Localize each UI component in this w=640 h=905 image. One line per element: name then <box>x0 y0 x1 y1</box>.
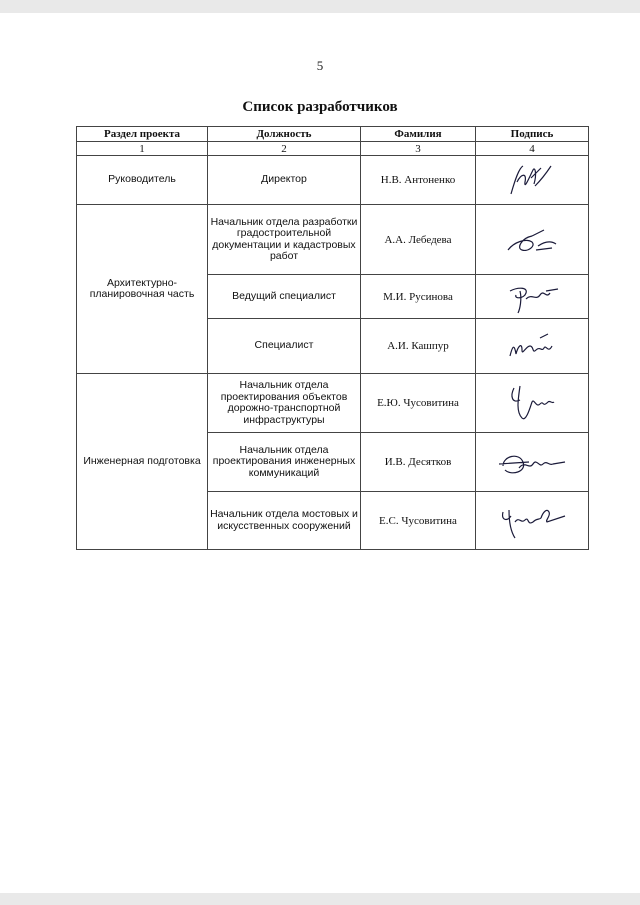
signature-chusovitina-ey <box>492 378 572 428</box>
signature-cell <box>476 275 589 319</box>
header-position: Должность <box>208 127 361 142</box>
signature-antonenko <box>497 160 567 200</box>
name-cell: И.В. Десятков <box>361 433 476 492</box>
signature-cell <box>476 433 589 492</box>
table-row <box>77 374 589 433</box>
index-cell: 3 <box>361 142 476 156</box>
document-page <box>0 13 640 893</box>
signature-cell <box>476 374 589 433</box>
section-cell: Инженерная подготовка <box>77 374 208 550</box>
signature-cell <box>476 319 589 374</box>
header-section: Раздел проекта <box>77 127 208 142</box>
position-cell: Начальник отдела мостовых и искусственных сооружений <box>208 492 361 550</box>
signature-rusinova <box>492 277 572 317</box>
section-cell: Архитектурно-планировочная часть <box>77 205 208 374</box>
table-index-row <box>77 142 589 156</box>
signature-cell <box>476 492 589 550</box>
name-cell: А.А. Лебедева <box>361 205 476 275</box>
position-cell: Ведущий специалист <box>208 275 361 319</box>
index-cell: 2 <box>208 142 361 156</box>
name-cell: Е.Ю. Чусовитина <box>361 374 476 433</box>
header-name: Фамилия <box>361 127 476 142</box>
section-cell: Руководитель <box>77 156 208 205</box>
name-cell: Н.В. Антоненко <box>361 156 476 205</box>
signature-cell <box>476 156 589 205</box>
position-cell: Директор <box>208 156 361 205</box>
table-row <box>77 156 589 205</box>
signature-cell <box>476 205 589 275</box>
name-cell: М.И. Русинова <box>361 275 476 319</box>
position-cell: Начальник отдела проектирования инженерных коммуникаций <box>208 433 361 492</box>
table-header-row <box>77 127 589 142</box>
index-cell: 4 <box>476 142 589 156</box>
position-cell: Начальник отдела проектирования объектов дорожно-транспортной инфраструктуры <box>208 374 361 433</box>
signature-kashpur <box>492 324 572 368</box>
signature-desyatkov <box>489 442 575 482</box>
name-cell: Е.С. Чусовитина <box>361 492 476 550</box>
developers-table <box>76 126 589 550</box>
page-number: 5 <box>316 58 324 73</box>
position-cell: Специалист <box>208 319 361 374</box>
position-cell: Начальник отдела разработки градостроительной документации и кадастровых работ <box>208 205 361 275</box>
index-cell: 1 <box>77 142 208 156</box>
table-row <box>77 205 589 275</box>
signature-lebedeva <box>492 220 572 260</box>
header-signature: Подпись <box>476 127 589 142</box>
name-cell: А.И. Кашпур <box>361 319 476 374</box>
signature-chusovitina-es <box>489 498 575 544</box>
page-title: Список разработчиков <box>242 99 398 115</box>
